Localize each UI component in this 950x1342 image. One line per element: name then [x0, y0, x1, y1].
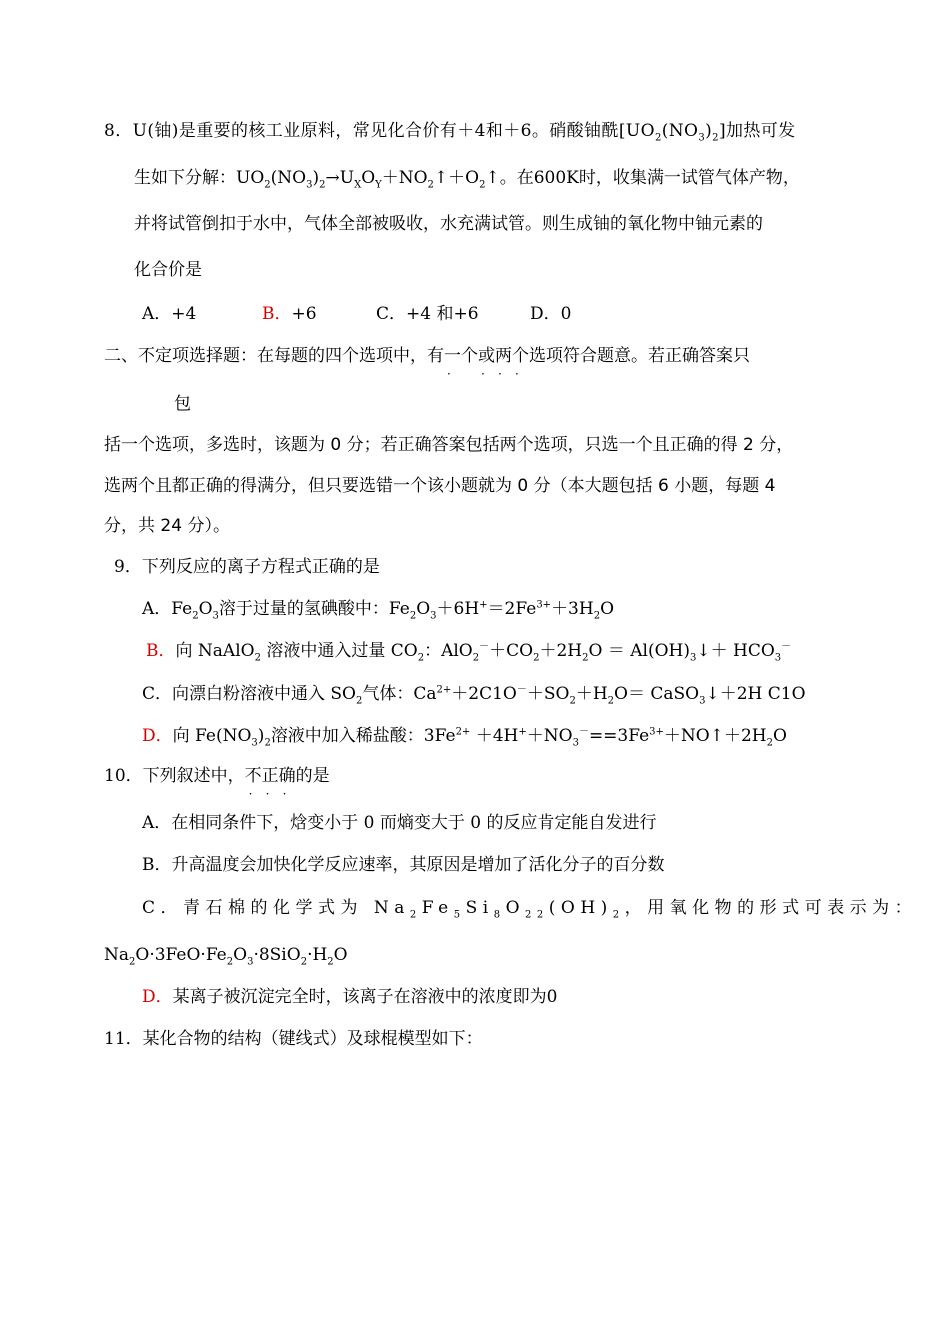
section2-line-4: 选两个且都正确的得满分，但只要选错一个该小题就为 0 分（本大题包括 6 小题，每题 4: [104, 476, 776, 496]
q9-option-b: B．向 NaAlO$_2$ 溶液中通入过量 $CO_2$：$AlO_2^-+CO_2+2H_2O$ ＝ $Al(OH)_3↓+ HCO_3^-$: [146, 641, 792, 664]
q9-option-a: A．$Fe_2O_3$溶于过量的氢碘酸中：$Fe_2O_3+6H^+=2Fe^{3+}+3H_2O$: [142, 599, 615, 622]
q9-option-c: C．向漂白粉溶液中通入 $SO_2$气体：$Ca^{2+}+2C1O^-+SO_2+H_2O=$ CaSO$_3$↓＋2H C1O: [142, 684, 806, 707]
section2-line-5: 分，共 24 分）。: [104, 516, 230, 536]
q10-option-a: A．在相同条件下，焓变小于 0 而熵变大于 0 的反应肯定能自发进行: [142, 813, 657, 833]
section2-line-2: 包: [174, 394, 191, 414]
emphasis-dotted: 一个或两个 · · · ·: [444, 346, 529, 381]
q9-option-d: D．向 $Fe(NO_3)_2$溶液中加入稀盐酸：$3Fe^{2+}$ $+4H^++NO_3^-==3Fe^{3+}+NO↑+2H_2O$: [142, 726, 787, 749]
q10-option-c-formula: $Na_2O\cdot 3FeO\cdot Fe_2O_3\cdot 8SiO_2\cdot H_2O$: [104, 945, 348, 968]
answer-mark: D．: [142, 987, 173, 1007]
q8-line-3: 并将试管倒扣于水中，气体全部被吸收，水充满试管。则生成铀的氧化物中铀元素的: [134, 214, 763, 234]
emphasis-dotted: 不正确 · · ·: [244, 766, 296, 801]
answer-mark: B．: [146, 641, 176, 661]
q8-line-1: 8．U(铀)是重要的核工业原料，常见化合价有＋4和＋6。硝酸铀酰$[UO_2(NO_3)_2]$加热可发: [104, 121, 796, 144]
q8-option-a: A．+4: [142, 304, 197, 324]
q8-option-c: C．+4 和+6: [376, 304, 479, 324]
q10-option-c: C．青石棉的化学式为 $Na_2Fe_5Si_8O_{22}(OH)_2$，用氧化物的形式可表示为：: [142, 898, 918, 921]
q8-option-b: B．+6: [262, 304, 317, 324]
q8-line-4: 化合价是: [134, 260, 202, 280]
q10-option-d: D．某离子被沉淀完全时，该离子在溶液中的浓度即为0: [142, 987, 558, 1007]
section2-line-3: 括一个选项，多选时，该题为 0 分；若正确答案包括两个选项，只选一个且正确的得 2 分，: [104, 435, 794, 455]
q8-line-2: 生如下分解：$UO_2(NO_3)_2\to U_XO_Y+NO_2↑+O_2↑$。在600K时，收集满一试管气体产物，: [134, 168, 800, 191]
answer-mark: B．: [262, 304, 292, 324]
q10-stem: 10．下列叙述中，不正确 · · · 的是: [104, 766, 330, 801]
q9-stem: 9．下列反应的离子方程式正确的是: [114, 557, 380, 577]
section2-line-1: 二、不定项选择题：在每题的四个选项中，有一个或两个 · · · · 选项符合题意。若正确答案只: [104, 346, 750, 381]
answer-mark: D．: [142, 726, 173, 746]
q11-stem: 11．某化合物的结构（键线式）及球棍模型如下：: [104, 1029, 483, 1049]
q10-option-b: B．升高温度会加快化学反应速率，其原因是增加了活化分子的百分数: [142, 855, 665, 875]
q8-option-d: D．0: [530, 304, 572, 324]
